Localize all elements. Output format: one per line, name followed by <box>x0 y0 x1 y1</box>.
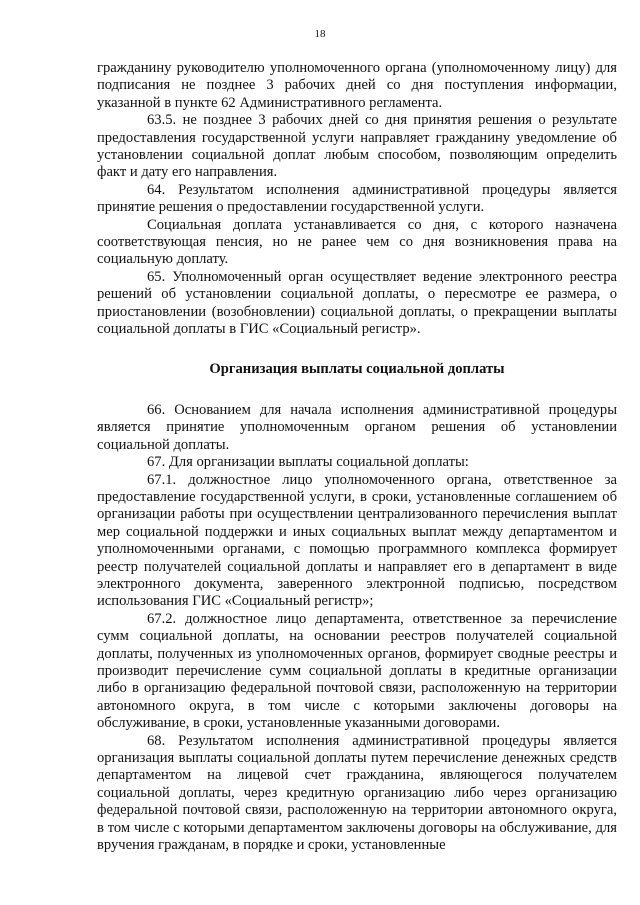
paragraph-64: 64. Результатом исполнения административной процедуры является принятие решения о предоставлении государственной услуги. <box>97 181 617 216</box>
paragraph-68: 68. Результатом исполнения административной процедуры является организация выплаты социальной доплаты путем перечисление денежных средств департаментом на лицевой счет гражданина, являющегося получателем социальной доплаты, через кредитную организацию либо через организацию федеральной почтовой связи, расположенную на территории автономного округа, в том числе с которыми департаментом заключены договоры на обслуживание, для вручения гражданам, в порядке и сроки, установленные <box>97 732 617 854</box>
page-number: 18 <box>314 28 326 40</box>
paragraph-continuation: гражданину руководителю уполномоченного органа (уполномоченному лицу) для подписания не позднее 3 рабочих дней со дня поступления информации, указанной в пункте 62 Административного регламента. <box>97 60 617 111</box>
document-body <box>97 60 617 854</box>
section-heading: Организация выплаты социальной доплаты <box>209 360 505 377</box>
paragraph-67-2: 67.2. должностное лицо департамента, ответственное за перечисление сумм социальной доплаты, на основании реестров получателей социальной доплаты, полученных из уполномоченных органов, формирует сводные реестры и производит перечисление сумм социальной доплаты в кредитные организации либо в организацию федеральной почтовой связи, расположенную на территории автономного округа, в том числе с которыми заключены договоры на обслуживание, в сроки, установленные указанными договорами. <box>97 610 617 732</box>
paragraph-67: 67. Для организации выплаты социальной доплаты: <box>147 454 469 471</box>
paragraph-social-supplement-start: Социальная доплата устанавливается со дня, с которого назначена соответствующая пенсия, но не ранее чем со дня возникновения права на социальную доплату. <box>97 216 617 268</box>
paragraph-66: 66. Основанием для начала исполнения административной процедуры является принятие уполномоченным органом решения об установлении социальной доплаты. <box>97 401 617 453</box>
paragraph-65: 65. Уполномоченный орган осуществляет ведение электронного реестра решений об установлении социальной доплаты, о пересмотре ее размера, о приостановлении (возобновлении) социальной доплаты, о прекращении выплаты социальной доплаты в ГИС «Социальный регистр». <box>97 268 617 338</box>
paragraph-63-5: 63.5. не позднее 3 рабочих дней со дня принятия решения о результате предоставления государственной услуги направляет гражданину уведомление об установлении социальной доплат любым способом, позволяющим определить факт и дату его направления. <box>97 112 617 181</box>
paragraph-67-1: 67.1. должностное лицо уполномоченного органа, ответственное за предоставление государственной услуги, в сроки, установленные соглашением об организации работы при осуществлении централизованного перечисления выплат мер социальной поддержки и иных социальных выплат между департаментом и уполномоченными органами, с помощью программного комплекса формирует реестр получателей социальной доплаты и направляет его в департамент в виде электронного документа, заверенного электронной подписью, посредством использования ГИС «Социальный регистр»; <box>97 471 617 610</box>
